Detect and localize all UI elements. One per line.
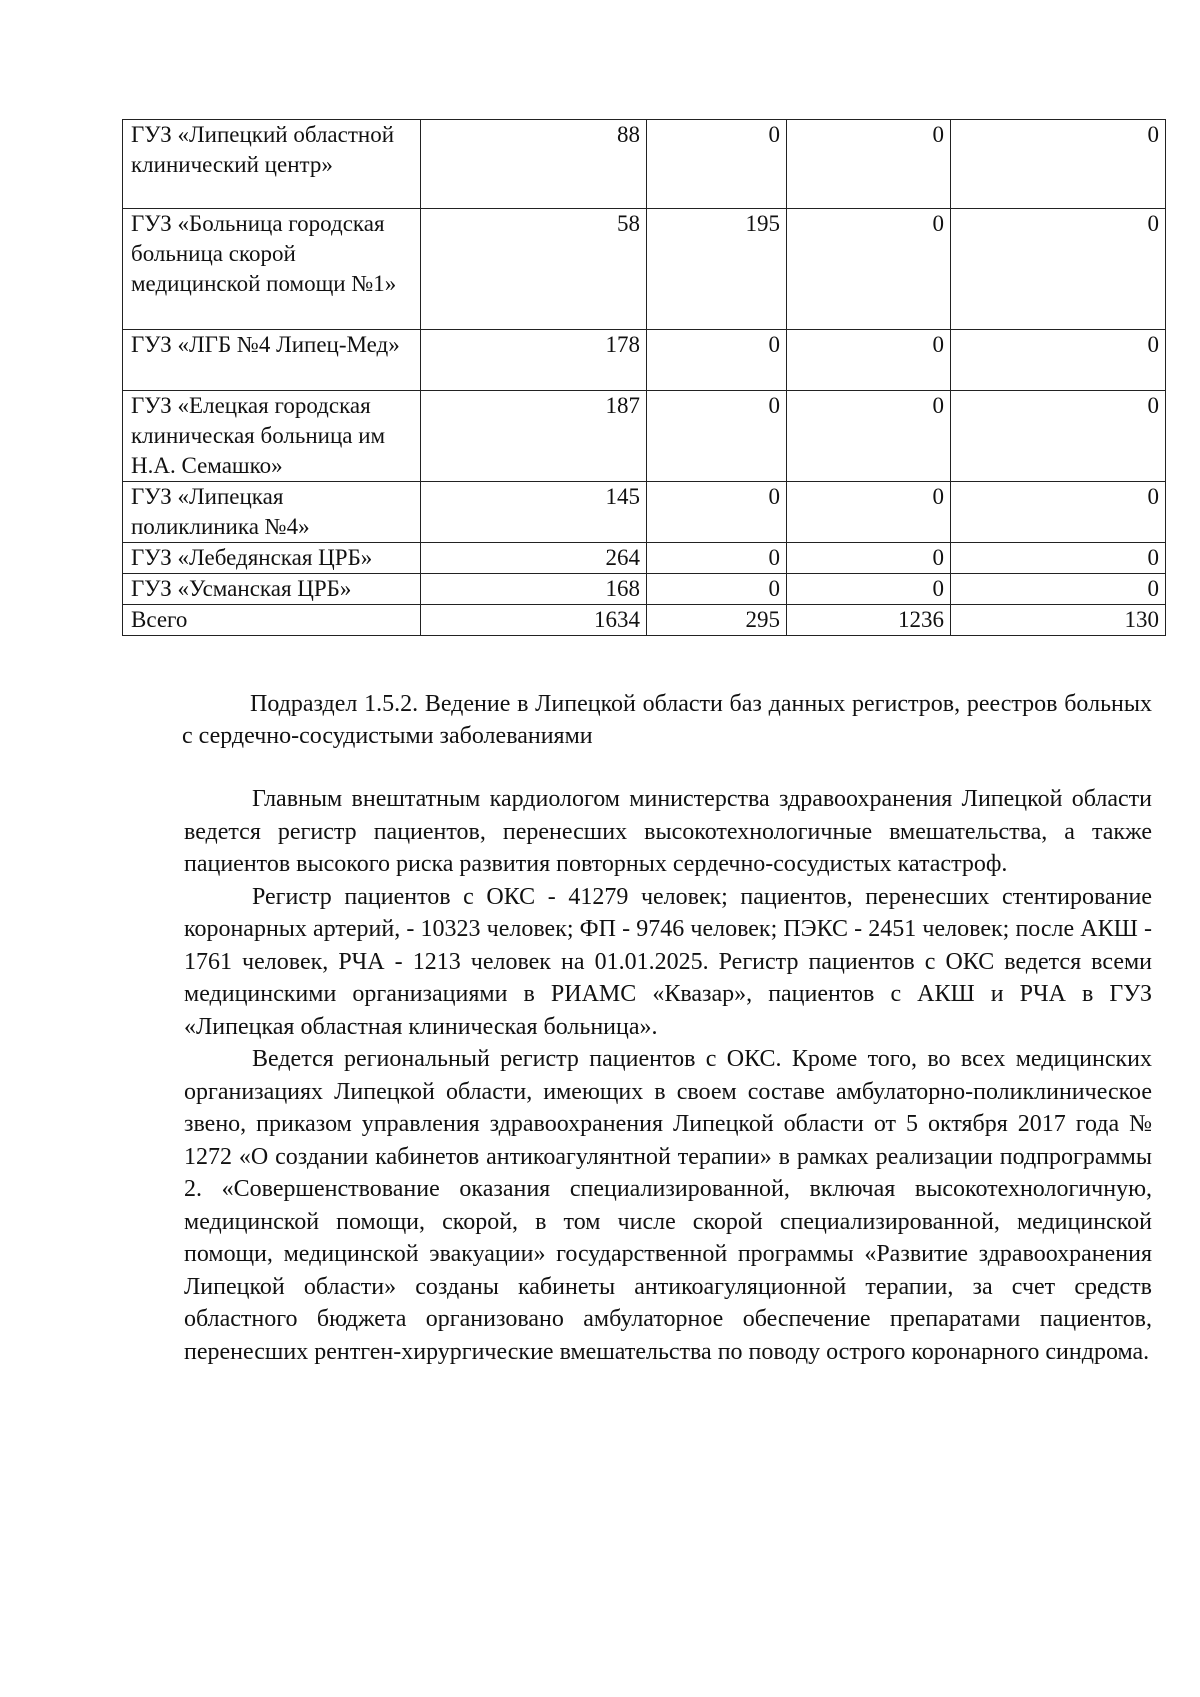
institution-name: ГУЗ «Липецкая поликлиника №4» [123, 482, 421, 543]
table-cell-value: 0 [951, 574, 1166, 605]
table-cell-value: 0 [787, 120, 951, 209]
table-cell-value: 295 [647, 605, 787, 636]
table-cell-value: 0 [787, 209, 951, 330]
table-cell-value: 0 [787, 574, 951, 605]
table-row [123, 482, 1166, 543]
table-row [123, 391, 1166, 482]
statistics-table [122, 119, 1166, 636]
table-row [123, 574, 1166, 605]
table-cell-value: 168 [421, 574, 647, 605]
paragraph: Ведется региональный регистр пациентов с ОКС. Кроме того, во всех медицинских организациях Липецкой области, имеющих в своем составе амбулаторно-поликлиническое звено, приказом управления здравоохранения Липецкой области от 5 октября 2017 года № 1272 «О создании кабинетов антикоагулянтной терапии» в рамках реализации подпрограммы 2. «Совершенствование оказания специализированной, включая высокотехнологичную, медицинской помощи, скорой, в том числе скорой специализированной, медицинской помощи, медицинской эвакуации» государственной программы «Развитие здравоохранения Липецкой области» созданы кабинеты антикоагуляционной терапии, за счет средств областного бюджета организовано амбулаторное обеспечение препаратами пациентов, перенесших рентген-хирургические вмешательства по поводу острого коронарного синдрома. [184, 1046, 1152, 1365]
table-cell-value: 1236 [787, 605, 951, 636]
table-cell-value: 0 [951, 482, 1166, 543]
table-cell-value: 195 [647, 209, 787, 330]
table-cell-value: 0 [951, 543, 1166, 574]
table-cell-value: 0 [787, 543, 951, 574]
table-cell-value: 0 [647, 330, 787, 391]
table-cell-value: 0 [787, 482, 951, 543]
table-cell-value: 58 [421, 209, 647, 330]
table-cell-value: 178 [421, 330, 647, 391]
table-cell-value: 1634 [421, 605, 647, 636]
paragraph: Главным внештатным кардиологом министерства здравоохранения Липецкой области ведется регистр пациентов, перенесших высокотехнологичные вмешательства, а также пациентов высокого риска развития повторных сердечно-сосудистых катастроф. [184, 786, 1152, 877]
table-cell-value: 0 [647, 543, 787, 574]
table-cell-value: 130 [951, 605, 1166, 636]
table-row [123, 120, 1166, 209]
institution-name: ГУЗ «ЛГБ №4 Липец-Мед» [123, 330, 421, 391]
table-cell-value: 0 [951, 120, 1166, 209]
table-total-row [123, 605, 1166, 636]
table-cell-value: 0 [647, 120, 787, 209]
table-cell-value: 0 [787, 330, 951, 391]
table-cell-value: 0 [951, 330, 1166, 391]
table-cell-value: 0 [951, 209, 1166, 330]
table-row [123, 330, 1166, 391]
institution-name: ГУЗ «Усманская ЦРБ» [123, 574, 421, 605]
table-cell-value: 0 [951, 391, 1166, 482]
table-cell-value: 187 [421, 391, 647, 482]
total-label: Всего [123, 605, 421, 636]
subsection-heading: Подраздел 1.5.2. Ведение в Липецкой области баз данных регистров, реестров больных с сердечно-сосудистыми заболеваниями [182, 691, 1152, 749]
institution-name: ГУЗ «Лебедянская ЦРБ» [123, 543, 421, 574]
table-cell-value: 0 [647, 574, 787, 605]
body-text [184, 783, 1152, 1368]
table-cell-value: 145 [421, 482, 647, 543]
institution-name: ГУЗ «Больница городская больница скорой медицинской помощи №1» [123, 209, 421, 330]
table-cell-value: 0 [647, 482, 787, 543]
paragraph: Регистр пациентов с ОКС - 41279 человек; пациентов, перенесших стентирование коронарных артерий, - 10323 человек; ФП - 9746 человек; ПЭКС - 2451 человек; после АКШ - 1761 человек, РЧА - 1213 человек на 01.01.2025. Регистр пациентов с ОКС ведется всеми медицинскими организациями в РИАМС «Квазар», пациентов с АКШ и РЧА в ГУЗ «Липецкая областная клиническая больница». [184, 883, 1152, 1040]
table-cell-value: 0 [787, 391, 951, 482]
institution-name: ГУЗ «Липецкий областной клинический центр» [123, 120, 421, 209]
table-row [123, 543, 1166, 574]
table-cell-value: 0 [647, 391, 787, 482]
institution-name: ГУЗ «Елецкая городская клиническая больница им Н.А. Семашко» [123, 391, 421, 482]
table-row [123, 209, 1166, 330]
table-cell-value: 264 [421, 543, 647, 574]
table-cell-value: 88 [421, 120, 647, 209]
